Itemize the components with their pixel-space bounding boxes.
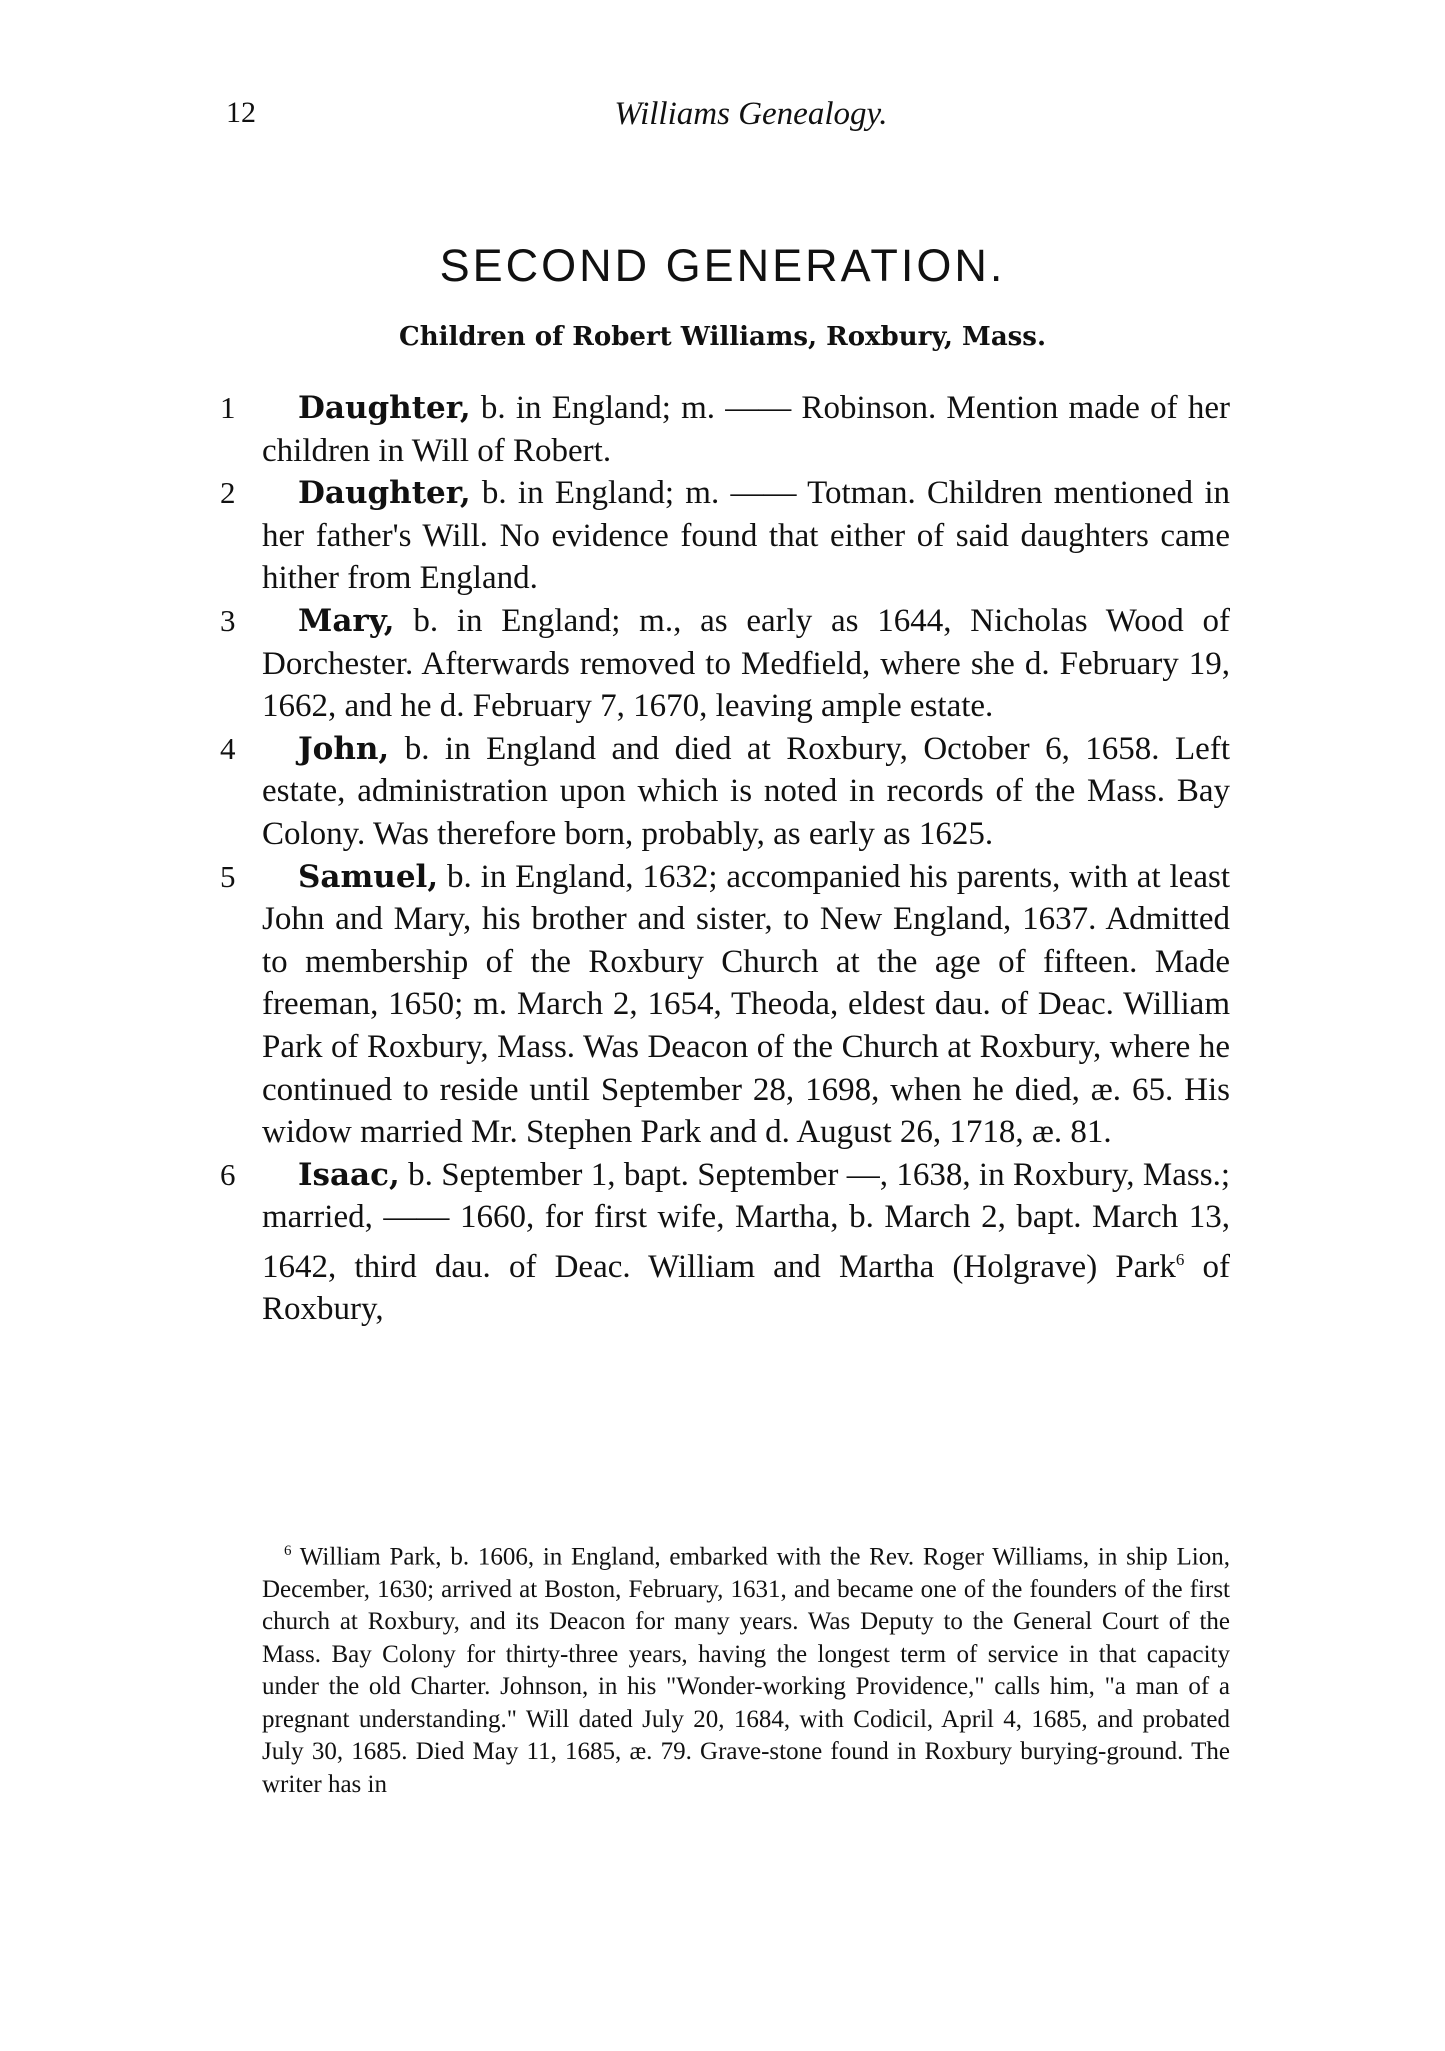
genealogy-entry [220, 1154, 1230, 1331]
footnote [262, 1535, 1230, 1801]
genealogy-entry [220, 728, 1230, 856]
entry-list [220, 387, 1230, 1331]
footnote-mark: 6 [284, 1543, 292, 1559]
genealogy-entry [220, 856, 1230, 1154]
footnote-reference[interactable]: 6 [1175, 1249, 1185, 1269]
genealogy-entry [220, 600, 1230, 728]
entry-number: 6 [220, 1156, 236, 1192]
entry-text: b. in England; m. —— Robinson. Mention made of her children in Will of Robert. [262, 390, 1230, 469]
section-subtitle: Children of Robert Williams, Roxbury, Mass. [399, 322, 1046, 352]
entry-text: b. in England and died at Roxbury, October 6, 1658. Left estate, administration upon which is noted in records of the Mass. Bay Colony. Was therefore born, probably, as early as 1625. [262, 730, 1230, 852]
running-title: Williams Genealogy. [614, 96, 888, 132]
entry-number: 2 [220, 475, 236, 511]
entry-text-continued: of Roxbury, [262, 1248, 1230, 1328]
genealogy-entry [220, 472, 1230, 600]
genealogy-entry [220, 387, 1230, 472]
entry-text: b. September 1, bapt. September —, 1638, in Roxbury, Mass.; married, —— 1660, for first wife, Martha, b. March 2, bapt. March 13, 1642, third dau. of Deac. William and Martha (Holgrave) Park [262, 1156, 1230, 1285]
entry-number: 1 [220, 390, 236, 425]
entry-text: b. in England; m. —— Totman. Children mentioned in her father's Will. No evidence found that either of said daughters came hither from England. [262, 475, 1230, 597]
entry-text: b. in England; m., as early as 1644, Nicholas Wood of Dorchester. Afterwards removed to Medfield, where she d. February 19, 1662, and he d. February 7, 1670, leaving ample estate. [262, 602, 1230, 725]
entry-name: Mary, [298, 602, 395, 639]
entry-text: b. in England, 1632; accompanied his parents, with at least John and Mary, his brother and sister, to New England, 1637. Admitted to membership of the Roxbury Church at the age of fifteen. Made freeman, 1650; m. March 2, 1654, Theoda, eldest dau. of Deac. William Park of Roxbury, Mass. Was Deacon of the Church at Roxbury, where he continued to reside until September 28, 1698, when he died, æ. 65. His widow married Mr. Stephen Park and d. August 26, 1718, æ. 81. [262, 858, 1230, 1151]
entry-name: John, [298, 730, 390, 767]
section-title: SECOND GENERATION. [439, 240, 1006, 291]
entry-number: 3 [220, 602, 236, 638]
entry-name: Daughter, [298, 475, 471, 512]
entry-name: Isaac, [298, 1156, 400, 1193]
page-number: 12 [226, 96, 256, 129]
running-head [226, 96, 1236, 136]
entry-number: 4 [220, 730, 236, 766]
footnote-text: William Park, b. 1606, in England, embarked with the Rev. Roger Williams, in ship Lion, December, 1630; arrived at Boston, February, 1631, and became one of the founders of the first church at Roxbury, and its Deacon for many years. Was Deputy to the General Court of the Mass. Bay Colony for thirty-three years, having the longest term of service in that capacity under the old Charter. Johnson, in his "Wonder-working Providence," calls him, "a man of a pregnant understanding." Will dated July 20, 1684, with Codicil, April 4, 1685, and probated July 30, 1685. Died May 11, 1685, æ. 79. Grave-stone found in Roxbury burying-ground. The writer has in [262, 1543, 1230, 1798]
entry-name: Samuel, [298, 858, 439, 895]
entry-name: Daughter, [298, 390, 471, 426]
entry-number: 5 [220, 858, 236, 894]
